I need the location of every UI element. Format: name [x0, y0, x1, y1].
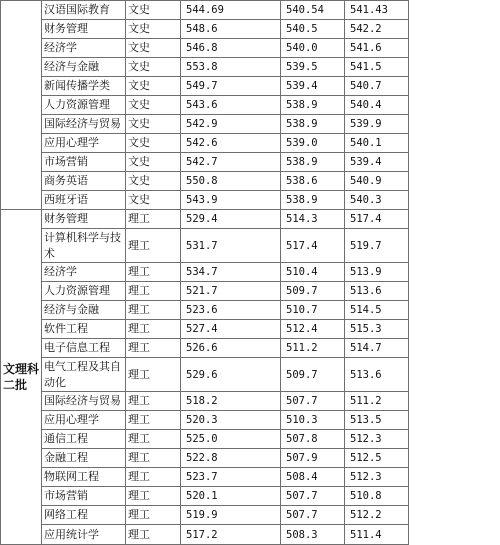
score-high-cell: 542.7: [181, 153, 281, 172]
score-avg-cell: 512.5: [345, 449, 409, 468]
score-low-cell: 539.0: [281, 134, 345, 153]
major-cell: 国际经济与贸易: [42, 115, 126, 134]
score-high-cell: 531.7: [181, 229, 281, 263]
score-high-cell: 550.8: [181, 172, 281, 191]
type-cell: 理工: [126, 229, 181, 263]
score-low-cell: 538.9: [281, 153, 345, 172]
type-cell: 文史: [126, 96, 181, 115]
type-cell: 理工: [126, 320, 181, 339]
score-avg-cell: 540.7: [345, 77, 409, 96]
table-row: [1, 487, 500, 506]
score-low-cell: 538.9: [281, 191, 345, 210]
score-avg-cell: 540.9: [345, 172, 409, 191]
score-high-cell: 522.8: [181, 449, 281, 468]
major-cell: 财务管理: [42, 210, 126, 229]
score-high-cell: 542.9: [181, 115, 281, 134]
table-row: [1, 430, 500, 449]
table-row: [1, 449, 500, 468]
major-cell: 新闻传播学类: [42, 77, 126, 96]
score-high-cell: 543.9: [181, 191, 281, 210]
table-row: [1, 282, 500, 301]
score-high-cell: 523.7: [181, 468, 281, 487]
type-cell: 理工: [126, 449, 181, 468]
score-high-cell: 518.2: [181, 392, 281, 411]
score-avg-cell: 514.7: [345, 339, 409, 358]
type-cell: 文史: [126, 1, 181, 20]
score-high-cell: 549.7: [181, 77, 281, 96]
score-high-cell: 544.69: [181, 1, 281, 20]
score-avg-cell: 539.9: [345, 115, 409, 134]
type-cell: 理工: [126, 506, 181, 525]
table-row: [1, 96, 500, 115]
score-avg-cell: 510.8: [345, 487, 409, 506]
table-body: [1, 1, 500, 545]
major-cell: 经济与金融: [42, 301, 126, 320]
type-cell: 文史: [126, 191, 181, 210]
table-row: [1, 191, 500, 210]
score-avg-cell: 513.6: [345, 358, 409, 392]
table-row: [1, 39, 500, 58]
table-row: [1, 411, 500, 430]
score-high-cell: 534.7: [181, 263, 281, 282]
type-cell: 文史: [126, 77, 181, 96]
score-high-cell: 517.2: [181, 525, 281, 545]
table-row: [1, 1, 500, 20]
type-cell: 文史: [126, 134, 181, 153]
score-avg-cell: 512.3: [345, 468, 409, 487]
table-row: [1, 392, 500, 411]
score-avg-cell: 517.4: [345, 210, 409, 229]
major-cell: 市场营销: [42, 153, 126, 172]
score-avg-cell: 515.3: [345, 320, 409, 339]
score-avg-cell: 514.5: [345, 301, 409, 320]
type-cell: 理工: [126, 430, 181, 449]
type-cell: 文史: [126, 115, 181, 134]
score-low-cell: 508.4: [281, 468, 345, 487]
type-cell: 理工: [126, 263, 181, 282]
table-row: [1, 153, 500, 172]
major-cell: 通信工程: [42, 430, 126, 449]
score-high-cell: 548.6: [181, 20, 281, 39]
batch-label-cell: 文理科二批: [1, 210, 42, 545]
table-row: [1, 77, 500, 96]
table-row: [1, 115, 500, 134]
major-cell: 汉语国际教育: [42, 1, 126, 20]
score-high-cell: 520.1: [181, 487, 281, 506]
score-low-cell: 539.4: [281, 77, 345, 96]
score-avg-cell: 540.3: [345, 191, 409, 210]
score-low-cell: 539.5: [281, 58, 345, 77]
score-high-cell: 526.6: [181, 339, 281, 358]
type-cell: 理工: [126, 282, 181, 301]
type-cell: 理工: [126, 339, 181, 358]
major-cell: 电气工程及其自动化: [42, 358, 126, 392]
type-cell: 理工: [126, 210, 181, 229]
score-avg-cell: 511.4: [345, 525, 409, 545]
type-cell: 文史: [126, 58, 181, 77]
table-row: [1, 525, 500, 545]
major-cell: 物联网工程: [42, 468, 126, 487]
score-high-cell: 543.6: [181, 96, 281, 115]
score-avg-cell: 540.1: [345, 134, 409, 153]
score-avg-cell: 513.5: [345, 411, 409, 430]
score-low-cell: 538.9: [281, 96, 345, 115]
score-avg-cell: 542.2: [345, 20, 409, 39]
score-low-cell: 511.2: [281, 339, 345, 358]
major-cell: 财务管理: [42, 20, 126, 39]
score-low-cell: 507.7: [281, 392, 345, 411]
score-low-cell: 507.7: [281, 506, 345, 525]
batch-cell-upper: [1, 1, 42, 210]
table-row: [1, 301, 500, 320]
score-avg-cell: 519.7: [345, 229, 409, 263]
score-avg-cell: 512.3: [345, 430, 409, 449]
table-row: [1, 58, 500, 77]
score-high-cell: 553.8: [181, 58, 281, 77]
major-cell: 国际经济与贸易: [42, 392, 126, 411]
score-low-cell: 507.8: [281, 430, 345, 449]
score-low-cell: 512.4: [281, 320, 345, 339]
score-low-cell: 510.3: [281, 411, 345, 430]
type-cell: 理工: [126, 487, 181, 506]
score-avg-cell: 511.2: [345, 392, 409, 411]
table-row: [1, 172, 500, 191]
major-cell: 经济学: [42, 39, 126, 58]
type-cell: 理工: [126, 468, 181, 487]
score-low-cell: 538.6: [281, 172, 345, 191]
score-low-cell: 540.0: [281, 39, 345, 58]
type-cell: 文史: [126, 20, 181, 39]
score-avg-cell: 540.4: [345, 96, 409, 115]
score-high-cell: 546.8: [181, 39, 281, 58]
type-cell: 文史: [126, 153, 181, 172]
type-cell: 理工: [126, 358, 181, 392]
major-cell: 经济学: [42, 263, 126, 282]
table-row: [1, 263, 500, 282]
score-high-cell: 542.6: [181, 134, 281, 153]
table-row: [1, 506, 500, 525]
major-cell: 人力资源管理: [42, 282, 126, 301]
major-cell: 应用心理学: [42, 134, 126, 153]
major-cell: 商务英语: [42, 172, 126, 191]
major-cell: 网络工程: [42, 506, 126, 525]
score-low-cell: 508.3: [281, 525, 345, 545]
score-high-cell: 529.4: [181, 210, 281, 229]
score-low-cell: 517.4: [281, 229, 345, 263]
score-avg-cell: 513.6: [345, 282, 409, 301]
table-row: [1, 468, 500, 487]
table-row: [1, 134, 500, 153]
score-low-cell: 507.9: [281, 449, 345, 468]
major-cell: 电子信息工程: [42, 339, 126, 358]
score-low-cell: 510.4: [281, 263, 345, 282]
major-cell: 金融工程: [42, 449, 126, 468]
table-row: [1, 229, 500, 263]
score-avg-cell: 513.9: [345, 263, 409, 282]
major-cell: 应用心理学: [42, 411, 126, 430]
table-row: [1, 20, 500, 39]
score-high-cell: 525.0: [181, 430, 281, 449]
score-low-cell: 514.3: [281, 210, 345, 229]
score-high-cell: 529.6: [181, 358, 281, 392]
type-cell: 理工: [126, 392, 181, 411]
type-cell: 文史: [126, 172, 181, 191]
score-avg-cell: 512.2: [345, 506, 409, 525]
major-cell: 计算机科学与技术: [42, 229, 126, 263]
score-low-cell: 507.7: [281, 487, 345, 506]
score-avg-cell: 541.5: [345, 58, 409, 77]
score-avg-cell: 541.43: [345, 1, 409, 20]
score-low-cell: 509.7: [281, 358, 345, 392]
score-avg-cell: 539.4: [345, 153, 409, 172]
major-cell: 市场营销: [42, 487, 126, 506]
type-cell: 理工: [126, 411, 181, 430]
major-cell: 应用统计学: [42, 525, 126, 545]
major-cell: 经济与金融: [42, 58, 126, 77]
type-cell: 文史: [126, 39, 181, 58]
score-high-cell: 519.9: [181, 506, 281, 525]
table-row: [1, 210, 500, 229]
score-high-cell: 521.7: [181, 282, 281, 301]
table-row: [1, 320, 500, 339]
type-cell: 理工: [126, 301, 181, 320]
score-high-cell: 523.6: [181, 301, 281, 320]
major-cell: 西班牙语: [42, 191, 126, 210]
score-low-cell: 540.54: [281, 1, 345, 20]
score-low-cell: 510.7: [281, 301, 345, 320]
score-high-cell: 520.3: [181, 411, 281, 430]
score-avg-cell: 541.6: [345, 39, 409, 58]
major-cell: 软件工程: [42, 320, 126, 339]
table-row: [1, 358, 500, 392]
type-cell: 理工: [126, 525, 181, 545]
table-row: [1, 339, 500, 358]
score-low-cell: 540.5: [281, 20, 345, 39]
score-high-cell: 527.4: [181, 320, 281, 339]
score-low-cell: 538.9: [281, 115, 345, 134]
score-low-cell: 509.7: [281, 282, 345, 301]
major-cell: 人力资源管理: [42, 96, 126, 115]
